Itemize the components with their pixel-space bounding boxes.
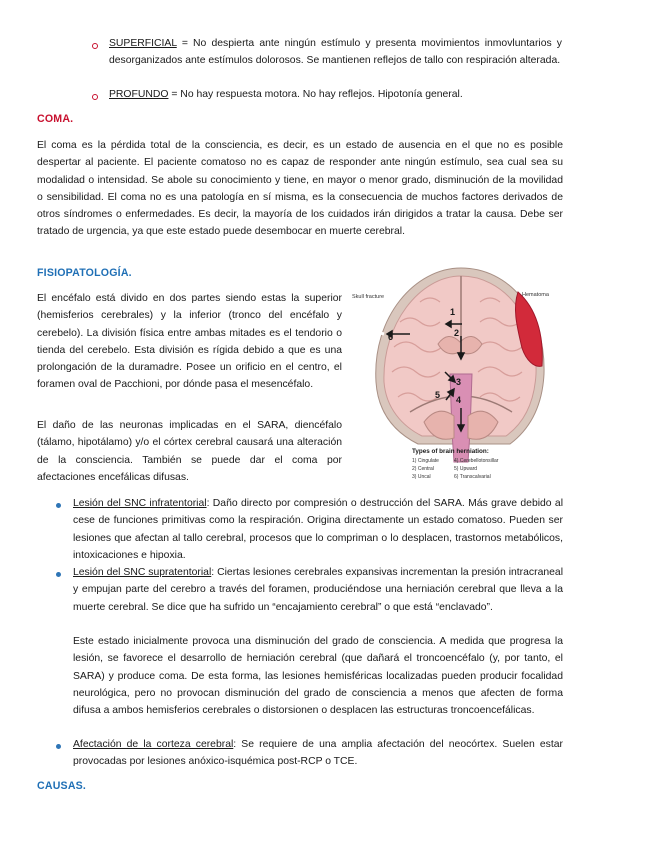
legend-item: 6) Transcalvarial — [454, 474, 491, 480]
label-number-2: 2 — [454, 328, 460, 338]
term-corteza: Afectación de la corteza cerebral — [73, 739, 234, 750]
legend-item: 3) Uncal — [412, 474, 431, 480]
lesion-corteza — [73, 736, 563, 771]
lesion-supratentorial — [73, 564, 563, 616]
dot-bullet — [56, 572, 61, 577]
label-number-6: 6 — [388, 332, 394, 342]
fisiopatologia-paragraph-1: El encéfalo está divido en dos partes siendo estas la superior (hemisferios cerebrales) y la inferior (tronco del encéfalo y cerebelo). La división física entre ambas mitades es el tendorio o tienda del cerebelo. Esta división es rígida debido a que es una prolongación de la duramadre. Posee un orificio en el centro, el foramen oval de Pacchioni, por dónde pasa el mesencéfalo. — [37, 293, 342, 391]
coma-level-superficial — [109, 35, 562, 70]
skull-fracture-label: Skull fracture — [352, 294, 385, 300]
lesion-supratentorial-extra: Este estado inicialmente provoca una disminución del grado de consciencia. A medida que progresa la lesión, se favorece el desarrollo de herniación cerebral (que dañará el troncoencéfalo (y, por tanto, el SARA) y produce coma. De esta forma, las lesiones hemisféricas localizadas pueden producir focalidad neurológica, pero no provocan disminución del grado de consciencia a menos que afecten de forma difusa a ambos hemisferios cerebrales o distorsionen o desplacen las estructuras troncoencefálicas. — [73, 636, 563, 717]
coma-level-superficial-text: = No despierta ante ningún estímulo y presenta movimientos inmovluntarios y desorganizados ante estímulos dolorosos. Se mantienen reflejos de tallo con respiración alterada. — [109, 38, 562, 67]
coma-heading: COMA. — [37, 113, 74, 125]
coma-paragraph: El coma es la pérdida total de la consciencia, es decir, es un estado de ausencia en el que no es posible despertar al paciente. El paciente comatoso no es capaz de responder ante ningún estímulo, sea cual sea su modalidad o intensidad. Se abole su conocimiento y tiene, en mayor o menor grado, disminución de la movilidad o sensibilidad. El coma no es una patología en sí misma, es la consecuencia de muchos factores derivados de otros síndromes o enfermedades. Es decir, la mayoría de los cuidados irán dirigidos a tratar la causa. Debe ser tratado de urgencia, ya que este estado puede desembocar en muerte cerebral. — [37, 140, 563, 238]
label-number-3: 3 — [456, 377, 462, 387]
lesion-infratentorial-text: : Daño directo por compresión o destrucción del SARA. Más grave debido al cese de funciones primitivas como la respiración. Origina directamente un estado comatoso. Pueden ser lesiones que afectan al tallo cerebral, procesos que lo compriman o lo desplacen, trastornos metabólicos, intoxicaciones e hipoxia. — [73, 498, 563, 561]
circle-bullet — [92, 43, 98, 49]
skull-fracture-gap — [376, 332, 384, 334]
legend-item: 5) Upward — [454, 466, 478, 472]
legend-item: 1) Cingulate — [412, 458, 439, 464]
coma-level-profundo — [109, 86, 562, 103]
dot-bullet — [56, 744, 61, 749]
term-supratentorial: Lesión del SNC supratentorial — [73, 567, 212, 578]
coma-level-profundo-text: = No hay respuesta motora. No hay reflejos. Hipotonía general. — [168, 89, 463, 100]
term-profundo: PROFUNDO — [109, 89, 169, 100]
hematoma-label: Hematoma — [522, 292, 549, 298]
label-number-5: 5 — [435, 390, 441, 400]
lesion-corteza-text: : Se requiere de una amplia afectación del neocórtex. Suelen estar provocadas por lesiones anóxico-isquémica post-RCP o TCE. — [73, 739, 564, 768]
legend-item: 4) Cerebellotonsillar — [454, 458, 499, 464]
fisiopatologia-heading: FISIOPATOLOGÍA. — [37, 267, 132, 279]
lesion-supratentorial-text: : Ciertas lesiones cerebrales expansivas incrementan la presión intracraneal y empujan parte del cerebro a través del foramen, produciéndose una herniación cerebral que lleva a la muerte cerebral. Se dice que ha sufrido un “encajamiento cerebral” o que está “enclavado”. — [73, 567, 563, 613]
circle-bullet — [92, 94, 98, 100]
brain-herniation-figure — [350, 262, 562, 484]
legend-item: 2) Central — [412, 466, 434, 472]
label-number-1: 1 — [450, 307, 456, 317]
fisiopatologia-paragraph-2: El daño de las neuronas implicadas en el SARA, diencéfalo (tálamo, hipotálamo) y/o el córtex cerebral causará una alteración de la consciencia. También se puede dar el coma por afectaciones encefálicas difusas. — [37, 420, 342, 483]
lesion-infratentorial — [73, 495, 563, 564]
term-infratentorial: Lesión del SNC infratentorial — [73, 498, 207, 509]
label-number-4: 4 — [456, 395, 462, 405]
dot-bullet — [56, 503, 61, 508]
causas-heading: CAUSAS. — [37, 780, 87, 792]
term-superficial: SUPERFICIAL — [109, 38, 177, 49]
legend-title: Types of brain herniation: — [412, 448, 489, 455]
